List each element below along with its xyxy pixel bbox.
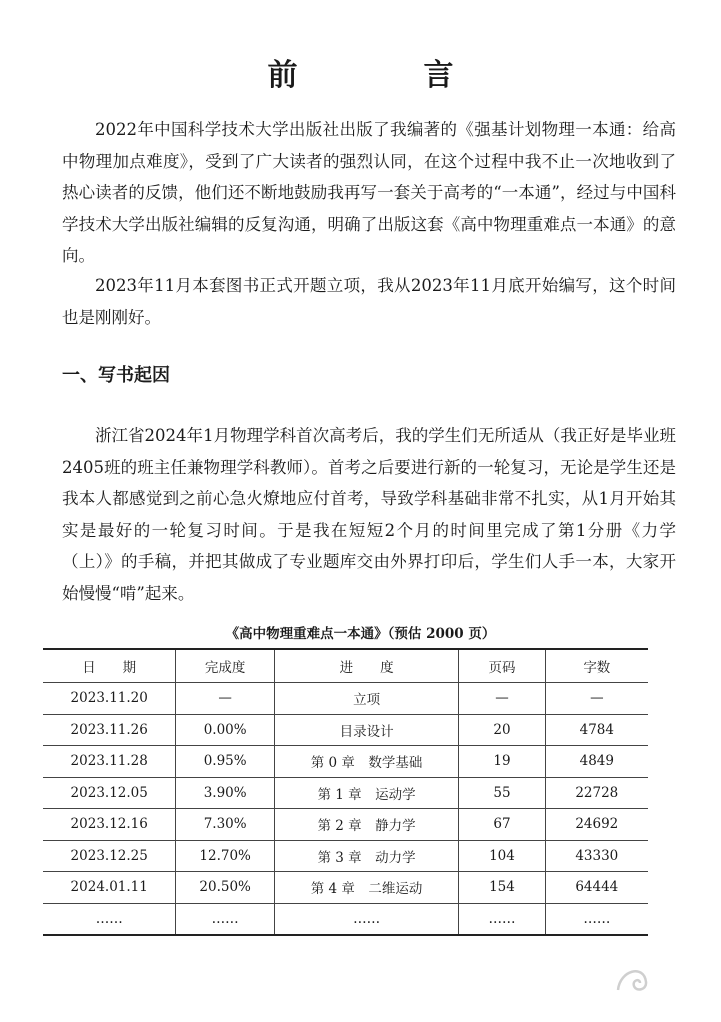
table-row: [43, 714, 648, 746]
cell-progress: 立项: [274, 683, 458, 715]
cell-pages: —: [459, 683, 545, 715]
cell-date: 2024.01.11: [43, 872, 176, 904]
cell-completion: 3.90%: [176, 777, 274, 809]
cell-pages: ……: [459, 903, 545, 935]
cell-progress: 第 2 章 静力学: [274, 809, 458, 841]
paragraph-reason: 浙江省2024年1月物理学科首次高考后，我的学生们无所适从（我正好是毕业班2405班的班主任兼物理学科教师）。首考之后要进行新的一轮复习，无论是学生还是我本人都感觉到之前心急火燎地应付首考，导致学科基础非常不扎实，从1月开始其实是最好的一轮复习时间。于是我在短短2个月的时间里完成了第1分册《力学（上）》的手稿，并把其做成了专业题库交由外界打印后，学生们人手一本，大家开始慢慢“啃”起来。: [62, 426, 676, 603]
table-row: [43, 903, 648, 935]
cell-date: 2023.11.28: [43, 746, 176, 778]
cell-completion: ……: [176, 903, 274, 935]
cell-words: ……: [545, 903, 648, 935]
cell-pages: 67: [459, 809, 545, 841]
cell-words: 64444: [545, 872, 648, 904]
table-row: [43, 777, 648, 809]
cell-words: 22728: [545, 777, 648, 809]
cell-words: 4784: [545, 714, 648, 746]
cell-pages: 19: [459, 746, 545, 778]
table-row: [43, 872, 648, 904]
cell-progress: 目录设计: [274, 714, 458, 746]
table-header-row: [43, 649, 648, 683]
cell-progress: 第 4 章 二维运动: [274, 872, 458, 904]
cell-pages: 55: [459, 777, 545, 809]
cell-progress: ……: [274, 903, 458, 935]
paragraph-intro: 2022年中国科学技术大学出版社出版了我编著的《强基计划物理一本通：给高中物理加点难度》，受到了广大读者的强烈认同，在这个过程中我不止一次地收到了热心读者的反馈，他们还不断地鼓励我再写一套关于高考的“一本通”，经过与中国科学技术大学出版社编辑的反复沟通，明确了出版这套《高中物理重难点一本通》的意向。: [62, 120, 676, 265]
cell-pages: 20: [459, 714, 545, 746]
table-row: [43, 809, 648, 841]
cell-date: 2023.12.25: [43, 840, 176, 872]
cell-completion: 12.70%: [176, 840, 274, 872]
cell-pages: 104: [459, 840, 545, 872]
cell-date: 2023.11.26: [43, 714, 176, 746]
table-caption: 《高中物理重难点一本通》（预估 2000 页）: [225, 626, 496, 642]
cell-date: 2023.11.20: [43, 683, 176, 715]
page-ornament-icon: [614, 960, 650, 996]
cell-words: 43330: [545, 840, 648, 872]
cell-date: 2023.12.16: [43, 809, 176, 841]
cell-date: 2023.12.05: [43, 777, 176, 809]
cell-date: ……: [43, 903, 176, 935]
cell-progress: 第 3 章 动力学: [274, 840, 458, 872]
table-row: [43, 746, 648, 778]
cell-completion: 7.30%: [176, 809, 274, 841]
page-title: 前 言: [267, 58, 502, 94]
table-row: [43, 683, 648, 715]
cell-progress: 第 0 章 数学基础: [274, 746, 458, 778]
header-words: 字数: [545, 649, 648, 683]
section-heading: 一、写书起因: [62, 365, 170, 386]
header-date: 日 期: [43, 649, 176, 683]
cell-completion: 0.00%: [176, 714, 274, 746]
cell-pages: 154: [459, 872, 545, 904]
progress-table: [43, 648, 648, 936]
cell-progress: 第 1 章 运动学: [274, 777, 458, 809]
cell-completion: 0.95%: [176, 746, 274, 778]
header-pages: 页码: [459, 649, 545, 683]
cell-words: —: [545, 683, 648, 715]
cell-completion: —: [176, 683, 274, 715]
cell-words: 4849: [545, 746, 648, 778]
header-completion: 完成度: [176, 649, 274, 683]
cell-words: 24692: [545, 809, 648, 841]
table-row: [43, 840, 648, 872]
paragraph-start-date: 2023年11月本套图书正式开题立项，我从2023年11月底开始编写，这个时间也是刚刚好。: [62, 276, 676, 327]
cell-completion: 20.50%: [176, 872, 274, 904]
header-progress: 进 度: [274, 649, 458, 683]
